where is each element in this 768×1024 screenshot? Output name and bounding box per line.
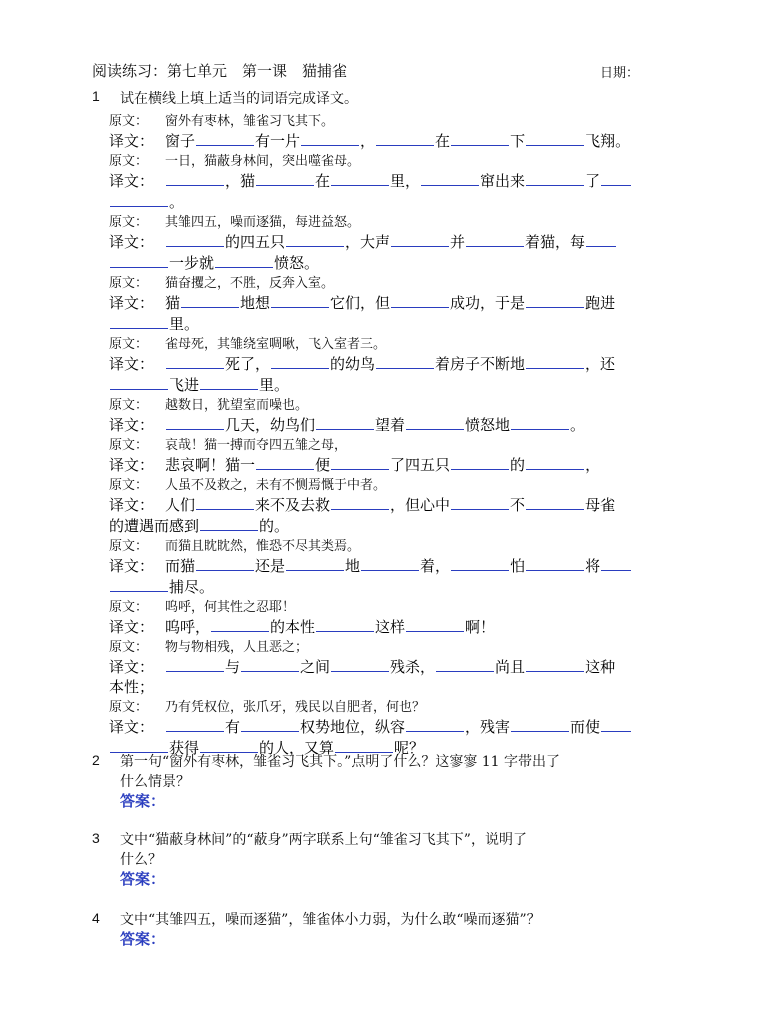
fill-blank[interactable]	[361, 556, 419, 571]
fill-blank[interactable]	[110, 738, 168, 753]
translation-text: 几天，幼鸟们	[225, 417, 316, 434]
original-label: 原文：	[109, 154, 149, 169]
fill-blank[interactable]	[181, 293, 239, 308]
translation-text: 权势地位，纵容	[300, 719, 406, 736]
translation-label: 译文：	[109, 234, 155, 251]
translation-text: ，大声	[345, 234, 391, 251]
fill-blank[interactable]	[196, 556, 254, 571]
translation-text: 死了，	[225, 356, 271, 373]
translation-text: 之间	[300, 659, 331, 676]
original-label: 原文：	[109, 539, 149, 554]
fill-blank[interactable]	[376, 131, 434, 146]
translation-text: 获得	[169, 740, 200, 757]
translation-text: 的四五只	[225, 234, 286, 251]
fill-blank[interactable]	[196, 131, 254, 146]
fill-blank[interactable]	[166, 232, 224, 247]
translation-line	[109, 577, 721, 598]
fill-blank[interactable]	[451, 455, 509, 470]
translation-text: 并	[450, 234, 466, 251]
fill-blank[interactable]	[511, 717, 569, 732]
translation-text: 人们	[165, 497, 196, 514]
question-3-line: 什么？	[120, 852, 162, 868]
translation-line	[109, 617, 721, 638]
fill-blank[interactable]	[166, 657, 224, 672]
translation-text: ，猫	[225, 173, 256, 190]
question-2-line: 第一句“窗外有枣林，雏雀习飞其下。”点明了什么？这寥寥 11 字带出了	[120, 754, 561, 770]
fill-blank[interactable]	[110, 375, 168, 390]
translation-label: 译文：	[109, 719, 155, 736]
question-2-text	[120, 752, 722, 792]
question-4-text	[120, 910, 722, 930]
fill-blank[interactable]	[316, 415, 374, 430]
translation-text: ，还	[585, 356, 616, 373]
question-3-answer-label: 答案：	[120, 871, 166, 888]
translation-text: ，但心中	[390, 497, 451, 514]
fill-blank[interactable]	[451, 556, 509, 571]
translation-text: 的遭遇而感到	[109, 518, 200, 535]
fill-blank[interactable]	[331, 495, 389, 510]
original-line	[109, 537, 721, 556]
translation-text: 与	[225, 659, 241, 676]
translation-text: 残杀，	[390, 659, 436, 676]
translation-label: 译文：	[109, 619, 155, 636]
translation-line	[109, 375, 721, 396]
fill-blank[interactable]	[601, 556, 631, 571]
translation-text: 窜出来	[480, 173, 526, 190]
original-text: 猫奋攫之，不胜，反奔入室。	[165, 276, 335, 291]
translation-text: 它们，但	[330, 295, 391, 312]
fill-blank[interactable]	[286, 556, 344, 571]
original-text: 雀母死，其雏绕室啁啾，飞入室者三。	[165, 337, 387, 352]
fill-blank[interactable]	[376, 354, 434, 369]
translation-text: 里。	[169, 316, 200, 333]
fill-blank[interactable]	[526, 495, 584, 510]
translation-text: 不	[510, 497, 526, 514]
translation-text: ，	[360, 133, 376, 150]
fill-blank[interactable]	[316, 617, 374, 632]
translation-text: ，	[585, 457, 601, 474]
translation-text: 着房子不断地	[435, 356, 526, 373]
translation-text: 在	[315, 173, 331, 190]
question-3-number: 3	[92, 830, 100, 846]
fill-blank[interactable]	[601, 171, 631, 186]
translation-text: 望着	[375, 417, 406, 434]
question-1-text: 试在横线上填上适当的词语完成译文。	[120, 91, 358, 107]
translation-line	[109, 495, 721, 516]
translation-text: 着，	[420, 558, 451, 575]
translation-text: 了	[585, 173, 601, 190]
translation-label: 译文：	[109, 356, 155, 373]
question-3-text	[120, 830, 722, 870]
translation-line	[109, 131, 721, 152]
fill-blank[interactable]	[110, 314, 168, 329]
fill-blank[interactable]	[391, 232, 449, 247]
original-text: 越数日，犹望室而噪也。	[165, 398, 309, 413]
translation-text: 将	[585, 558, 601, 575]
fill-blank[interactable]	[196, 495, 254, 510]
question-3	[92, 830, 722, 890]
original-text: 哀哉！猫一搏而夺四五雏之母，	[165, 438, 348, 453]
translation-line	[109, 455, 721, 476]
fill-blank[interactable]	[256, 171, 314, 186]
translation-text: 这种	[585, 659, 616, 676]
fill-blank[interactable]	[166, 415, 224, 430]
fill-blank[interactable]	[451, 131, 509, 146]
translation-text: 跑进	[585, 295, 616, 312]
fill-blank[interactable]	[241, 717, 299, 732]
fill-blank[interactable]	[526, 556, 584, 571]
translation-line	[109, 192, 721, 213]
original-line	[109, 436, 721, 455]
translation-line	[109, 232, 721, 253]
translation-text: 呜呼，	[165, 619, 211, 636]
fill-blank[interactable]	[241, 657, 299, 672]
translation-text: 成功，于是	[450, 295, 526, 312]
translation-line	[109, 678, 721, 698]
original-line	[109, 698, 721, 717]
fill-blank[interactable]	[335, 738, 393, 753]
translation-label: 译文：	[109, 417, 155, 434]
question-3-line: 文中“猫蔽身林间”的“蔽身”两字联系上句“雏雀习飞其下”，说明了	[120, 832, 527, 848]
translation-text: 一步就	[169, 255, 215, 272]
question-2-line: 什么情景？	[120, 774, 190, 790]
translation-text: 呢？	[394, 740, 425, 757]
translation-text: 便	[315, 457, 331, 474]
fill-blank[interactable]	[406, 617, 464, 632]
original-label: 原文：	[109, 337, 149, 352]
translation-text: 的	[510, 457, 526, 474]
translation-label: 译文：	[109, 497, 155, 514]
fill-blank[interactable]	[110, 192, 168, 207]
fill-blank[interactable]	[331, 657, 389, 672]
translation-label: 译文：	[109, 173, 155, 190]
original-line	[109, 213, 721, 232]
date-label: 日期：	[600, 65, 640, 80]
translation-text: 着猫，每	[525, 234, 586, 251]
translation-text: 里，	[390, 173, 421, 190]
translation-text: 悲哀啊！猫一	[165, 457, 256, 474]
fill-blank[interactable]	[200, 375, 258, 390]
fill-blank[interactable]	[436, 657, 494, 672]
fill-blank[interactable]	[451, 495, 509, 510]
original-text: 窗外有枣林，雏雀习飞其下。	[165, 114, 335, 129]
translation-line	[109, 516, 721, 537]
translation-text: 窗子	[165, 133, 196, 150]
fill-blank[interactable]	[421, 171, 479, 186]
translation-text: 了四五只	[390, 457, 451, 474]
fill-blank[interactable]	[271, 354, 329, 369]
original-line	[109, 112, 721, 131]
translation-label: 译文：	[109, 659, 155, 676]
fill-blank[interactable]	[526, 131, 584, 146]
translation-text: 。	[169, 194, 185, 211]
original-line	[109, 638, 721, 657]
fill-blank[interactable]	[526, 657, 584, 672]
translation-line	[109, 415, 721, 436]
fill-blank[interactable]	[586, 232, 616, 247]
translation-text: 捕尽。	[169, 579, 215, 596]
translation-text: 而猫	[165, 558, 196, 575]
translation-label: 译文：	[109, 133, 155, 150]
fill-blank[interactable]	[511, 415, 569, 430]
original-line	[109, 598, 721, 617]
translation-text: 愤怒。	[274, 255, 320, 272]
translation-text: 飞进	[169, 377, 200, 394]
translation-line	[109, 171, 721, 192]
question-2-number: 2	[92, 752, 100, 768]
fill-blank[interactable]	[200, 516, 258, 531]
translation-line	[109, 253, 721, 274]
original-label: 原文：	[109, 700, 149, 715]
translation-label: 译文：	[109, 457, 155, 474]
translation-line	[109, 657, 721, 678]
translation-text: 啊！	[465, 619, 496, 636]
question-1-number: 1	[92, 88, 100, 104]
worksheet-title: 阅读练习：第七单元 第一课 猫捕雀	[92, 62, 348, 80]
fill-blank[interactable]	[166, 171, 224, 186]
translation-text: 有一片	[255, 133, 301, 150]
fill-blank[interactable]	[301, 131, 359, 146]
translation-line	[109, 354, 721, 375]
question-4-line: 文中“其雏四五，噪而逐猫”，雏雀体小力弱，为什么敢“噪而逐猫”？	[120, 912, 541, 928]
fill-blank[interactable]	[331, 455, 389, 470]
translation-text: 的本性	[270, 619, 316, 636]
translation-text: 在	[435, 133, 451, 150]
translation-line	[109, 314, 721, 335]
original-line	[109, 476, 721, 495]
translation-text: 愤怒地	[465, 417, 511, 434]
translation-text: 飞翔。	[585, 133, 631, 150]
original-line	[109, 335, 721, 354]
original-label: 原文：	[109, 114, 149, 129]
translation-text: 的。	[259, 518, 290, 535]
original-label: 原文：	[109, 398, 149, 413]
original-line	[109, 274, 721, 293]
original-label: 原文：	[109, 438, 149, 453]
translation-text: 而使	[570, 719, 601, 736]
fill-blank[interactable]	[526, 354, 584, 369]
fill-blank[interactable]	[466, 232, 524, 247]
translation-text: 本性；	[109, 679, 155, 696]
fill-blank[interactable]	[406, 415, 464, 430]
original-text: 其雏四五，噪而逐猫，每进益怒。	[165, 215, 361, 230]
translation-text: 地	[345, 558, 361, 575]
fill-blank[interactable]	[166, 717, 224, 732]
original-label: 原文：	[109, 215, 149, 230]
fill-blank[interactable]	[256, 455, 314, 470]
translation-text: 这样	[375, 619, 406, 636]
translation-text: 的幼鸟	[330, 356, 376, 373]
original-label: 原文：	[109, 276, 149, 291]
translation-text: 母雀	[585, 497, 616, 514]
fill-blank[interactable]	[601, 717, 631, 732]
translation-text: 猫	[165, 295, 181, 312]
original-text: 乃有凭权位，张爪牙，残民以自肥者，何也？	[165, 700, 426, 715]
translation-text: 地想	[240, 295, 271, 312]
fill-blank[interactable]	[391, 293, 449, 308]
original-line	[109, 152, 721, 171]
original-text: 一日，猫蔽身林间，突出噬雀母。	[165, 154, 361, 169]
original-text: 物与物相残，人且恶之；	[165, 640, 309, 655]
translation-text: 。	[570, 417, 586, 434]
fill-blank[interactable]	[110, 577, 168, 592]
translation-label: 译文：	[109, 558, 155, 575]
translation-line	[109, 293, 721, 314]
fill-blank[interactable]	[211, 617, 269, 632]
original-text: 而猫且眈眈然，惟恐不尽其类焉。	[165, 539, 361, 554]
fill-blank[interactable]	[526, 171, 584, 186]
question-2	[92, 752, 722, 812]
translation-line	[109, 556, 721, 577]
original-text: 人虽不及救之，未有不恻焉慨于中者。	[165, 478, 387, 493]
translation-text: 下	[510, 133, 526, 150]
original-label: 原文：	[109, 600, 149, 615]
translation-exercise	[109, 112, 721, 759]
translation-text: 有	[225, 719, 241, 736]
original-line	[109, 396, 721, 415]
translation-text: 还是	[255, 558, 286, 575]
fill-blank[interactable]	[110, 253, 168, 268]
fill-blank[interactable]	[331, 171, 389, 186]
question-2-answer-label: 答案：	[120, 793, 166, 810]
fill-blank[interactable]	[406, 717, 464, 732]
fill-blank[interactable]	[215, 253, 273, 268]
fill-blank[interactable]	[286, 232, 344, 247]
fill-blank[interactable]	[166, 354, 224, 369]
question-4-number: 4	[92, 910, 100, 926]
translation-text: ，残害	[465, 719, 511, 736]
question-4	[92, 910, 722, 950]
original-label: 原文：	[109, 640, 149, 655]
translation-line	[109, 717, 721, 738]
worksheet-header	[92, 60, 732, 82]
translation-text: 怕	[510, 558, 526, 575]
fill-blank[interactable]	[271, 293, 329, 308]
fill-blank[interactable]	[526, 293, 584, 308]
original-label: 原文：	[109, 478, 149, 493]
translation-text: 尚且	[495, 659, 526, 676]
question-4-answer-label: 答案：	[120, 931, 166, 948]
original-text: 呜呼，何其性之忍耶！	[165, 600, 296, 615]
translation-text: 的人，又算	[259, 740, 335, 757]
translation-text: 来不及去救	[255, 497, 331, 514]
fill-blank[interactable]	[200, 738, 258, 753]
translation-text: 里。	[259, 377, 290, 394]
translation-label: 译文：	[109, 295, 155, 312]
fill-blank[interactable]	[526, 455, 584, 470]
